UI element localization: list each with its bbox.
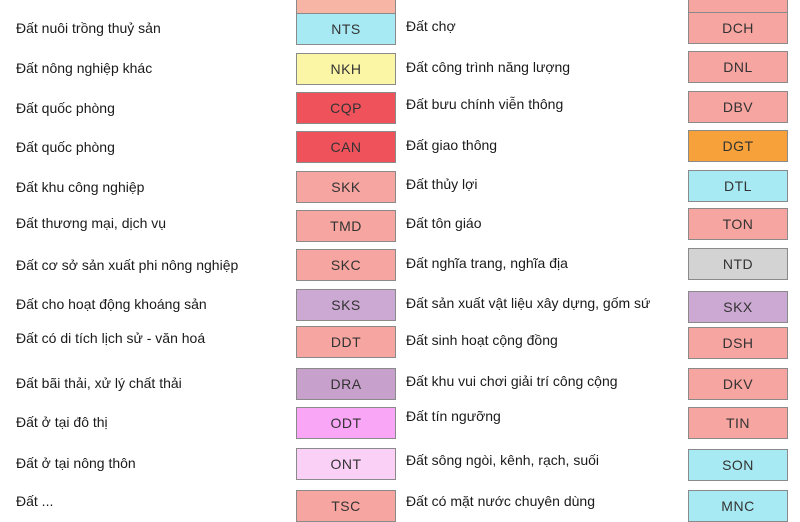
left-legend-label: Đất ở tại đô thị <box>16 414 108 430</box>
left-legend-code-swatch: CQP <box>296 92 396 124</box>
left-legend-label: Đất cơ sở sản xuất phi nông nghiệp <box>16 257 239 273</box>
left-legend-label: Đất bãi thải, xử lý chất thải <box>16 375 182 391</box>
right-legend-label: Đất nghĩa trang, nghĩa địa <box>406 255 568 271</box>
left-legend-code-swatch: DDT <box>296 326 396 358</box>
left-legend-label: Đất cho hoạt động khoáng sản <box>16 296 207 312</box>
left-legend-code-swatch: SKC <box>296 249 396 281</box>
right-legend-label: Đất chợ <box>406 18 456 34</box>
left-legend-code-swatch: SKK <box>296 171 396 203</box>
right-legend-code-swatch: SKX <box>688 291 788 323</box>
right-legend-code-swatch: DNL <box>688 51 788 83</box>
right-legend-code-swatch: DKV <box>688 368 788 400</box>
left-legend-code-swatch: TMD <box>296 210 396 242</box>
left-legend-code-swatch: DRA <box>296 368 396 400</box>
right-legend-label: Đất sản xuất vật liệu xây dựng, gốm sứ <box>406 295 651 311</box>
right-legend-label: Đất công trình năng lượng <box>406 59 571 75</box>
left-legend-code-swatch: TSC <box>296 490 396 522</box>
right-legend-code-swatch: NTD <box>688 248 788 280</box>
left-legend-code-swatch: SKS <box>296 289 396 321</box>
left-legend-label: Đất có di tích lịch sử - văn hoá <box>16 330 206 346</box>
right-legend-code-swatch: MNC <box>688 490 788 522</box>
right-legend-code-swatch: DTL <box>688 170 788 202</box>
right-legend-label: Đất có mặt nước chuyên dùng <box>406 493 595 509</box>
right-legend-label: Đất tôn giáo <box>406 215 482 231</box>
left-legend-label: Đất nuôi trồng thuỷ sản <box>16 20 161 36</box>
right-legend-code-swatch: TON <box>688 208 788 240</box>
left-legend-label: Đất ... <box>16 493 54 509</box>
left-legend-label: Đất ở tại nông thôn <box>16 455 136 471</box>
left-legend-code-swatch: CAN <box>296 131 396 163</box>
left-legend-label: Đất quốc phòng <box>16 139 115 155</box>
right-legend-label: Đất khu vui chơi giải trí công cộng <box>406 373 618 389</box>
right-legend-label: Đất sinh hoạt cộng đồng <box>406 332 558 348</box>
left-legend-label: Đất nông nghiệp khác <box>16 60 153 76</box>
left-legend-code-swatch: NTS <box>296 13 396 45</box>
left-legend-label: Đất thương mại, dịch vụ <box>16 215 167 231</box>
right-legend-code-swatch: DGT <box>688 130 788 162</box>
left-legend-code-swatch: NKH <box>296 53 396 85</box>
right-legend-code-swatch: DCH <box>688 12 788 44</box>
right-legend-code-swatch: SON <box>688 449 788 481</box>
right-legend-code-swatch: DBV <box>688 91 788 123</box>
right-legend-code-swatch: TIN <box>688 407 788 439</box>
right-legend-label: Đất bưu chính viễn thông <box>406 96 564 112</box>
right-legend-label: Đất tín ngưỡng <box>406 408 501 424</box>
right-legend-label: Đất thủy lợi <box>406 176 478 192</box>
left-legend-label: Đất quốc phòng <box>16 100 115 116</box>
right-legend-label: Đất giao thông <box>406 137 498 153</box>
right-legend-label: Đất sông ngòi, kênh, rạch, suối <box>406 452 600 468</box>
left-legend-code-swatch: ODT <box>296 407 396 439</box>
right-legend-code-swatch: DSH <box>688 327 788 359</box>
left-legend-code-swatch: ONT <box>296 448 396 480</box>
left-legend-label: Đất khu công nghiệp <box>16 179 145 195</box>
